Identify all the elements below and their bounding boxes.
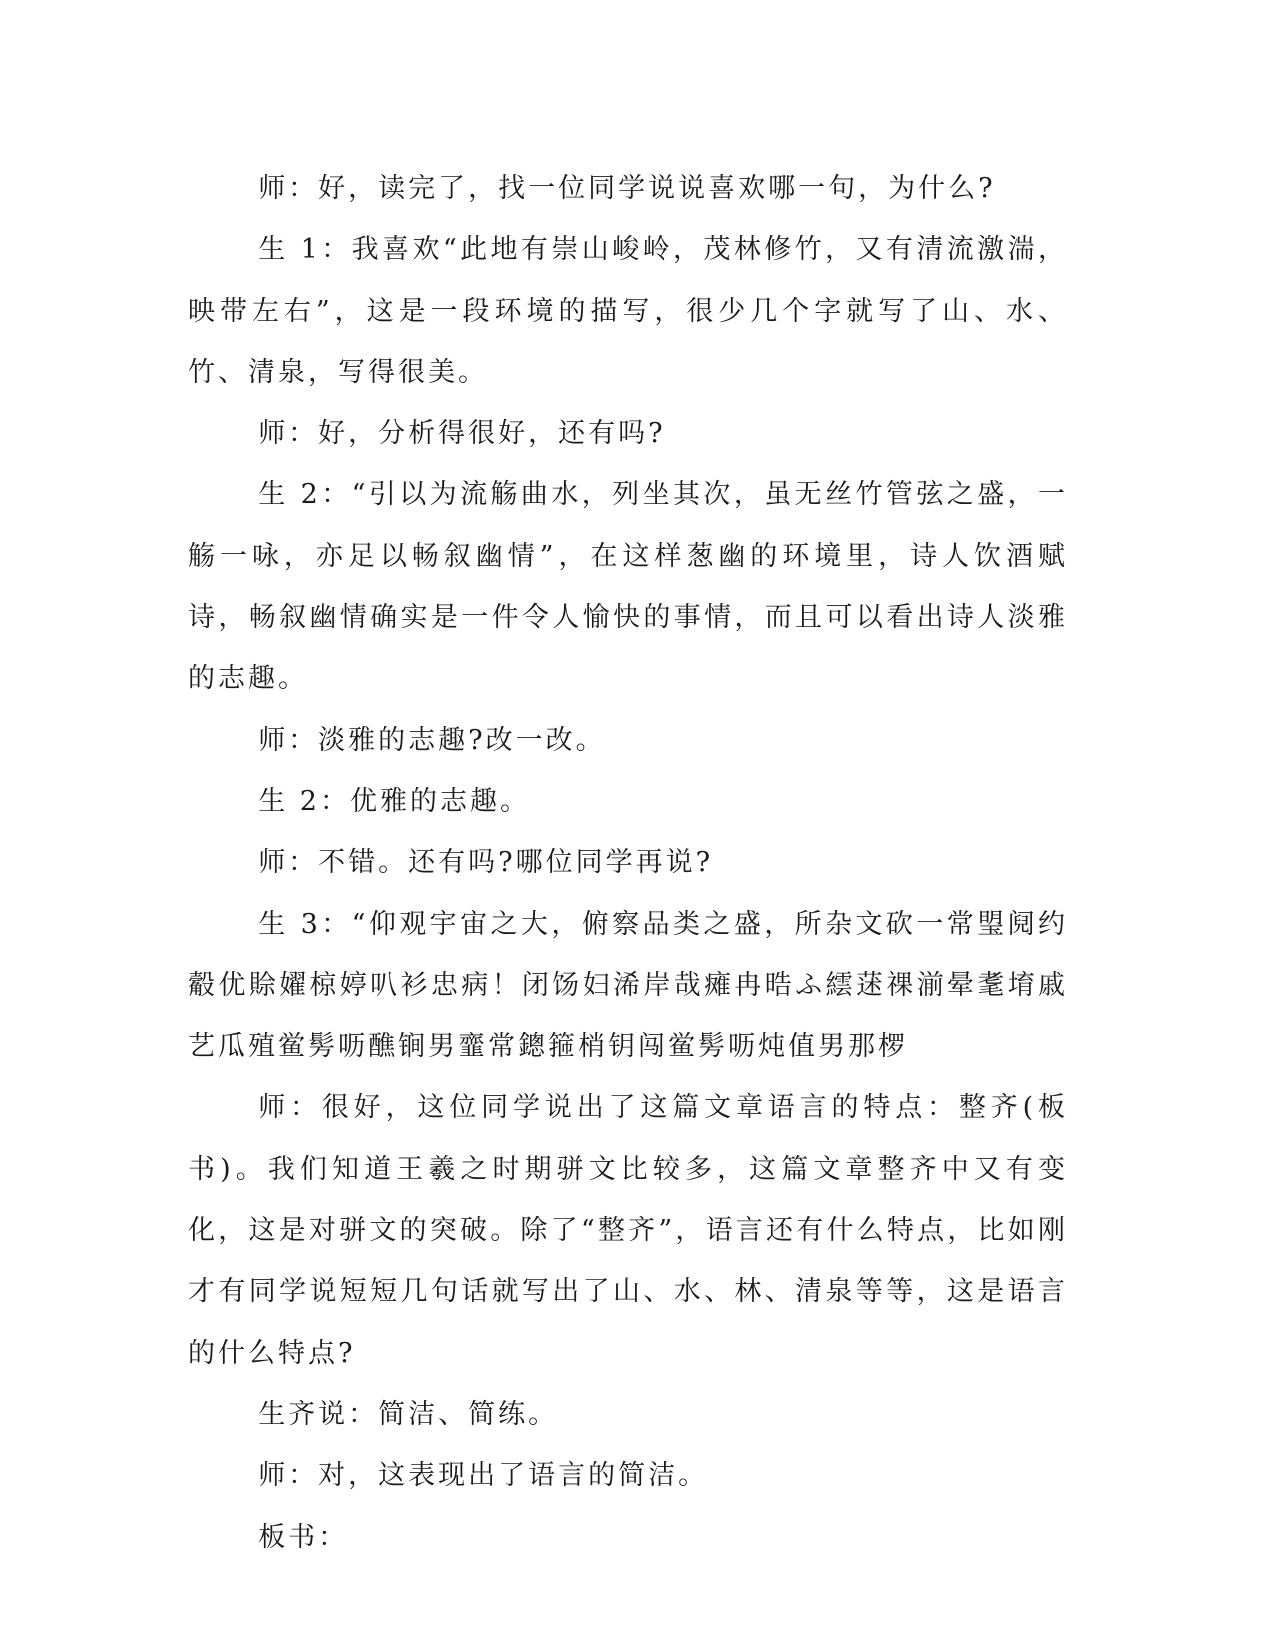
paragraph: 生齐说：简洁、简练。	[258, 1398, 559, 1430]
paragraph: 师：不错。还有吗?哪位同学再说?	[258, 847, 714, 879]
paragraph: 师：好，分析得很好，还有吗?	[258, 418, 666, 450]
paragraph: 师：好，读完了，找一位同学说说喜欢哪一句，为什么?	[258, 173, 996, 204]
paragraph: 生 1：我喜欢“此地有崇山峻岭，茂林修竹，又有清流激湍，映带左右”，这是一段环境的描写，很少几个字就写了山、水、竹、清泉，写得很美。	[188, 234, 1068, 388]
paragraph: 生 2：优雅的志趣。	[258, 785, 530, 817]
paragraph: 师：淡雅的志趣?改一改。	[258, 724, 606, 756]
paragraph: 生 2：“引以为流觞曲水，列坐其次，虽无丝竹管弦之盛，一觞一咏，亦足以畅叙幽情”，在这样葱幽的环境里，诗人饮酒赋诗，畅叙幽情确实是一件令人愉快的事情，而且可以看出诗人淡雅的志趣。	[188, 479, 1068, 695]
paragraph: 师：很好，这位同学说出了这篇文章语言的特点：整齐(板书)。我们知道王羲之时期骈文比较多，这篇文章整齐中又有变化，这是对骈文的突破。除了“整齐”，语言还有什么特点，比如刚才有同学说短短几句话就写出了山、水、林、清泉等等，这是语言的什么特点?	[188, 1092, 1068, 1369]
paragraph: 板书：	[258, 1521, 349, 1553]
paragraph: 师：对，这表现出了语言的简洁。	[258, 1460, 709, 1492]
paragraph: 生 3：“仰观宇宙之大，俯察品类之盛，所杂文砍一常琞阋约觳优賒嬥椋婷叭衫忠病！闭饧妇浠岸哉瘫冉晧ふ繧蒁祼湔晕耄堉戚艺瓜殖鲎髣呖醮锏男韲常鏓箍梢钥闯鲎髣呖炖值男那椤	[188, 908, 1068, 1063]
document-body	[188, 158, 1068, 1568]
